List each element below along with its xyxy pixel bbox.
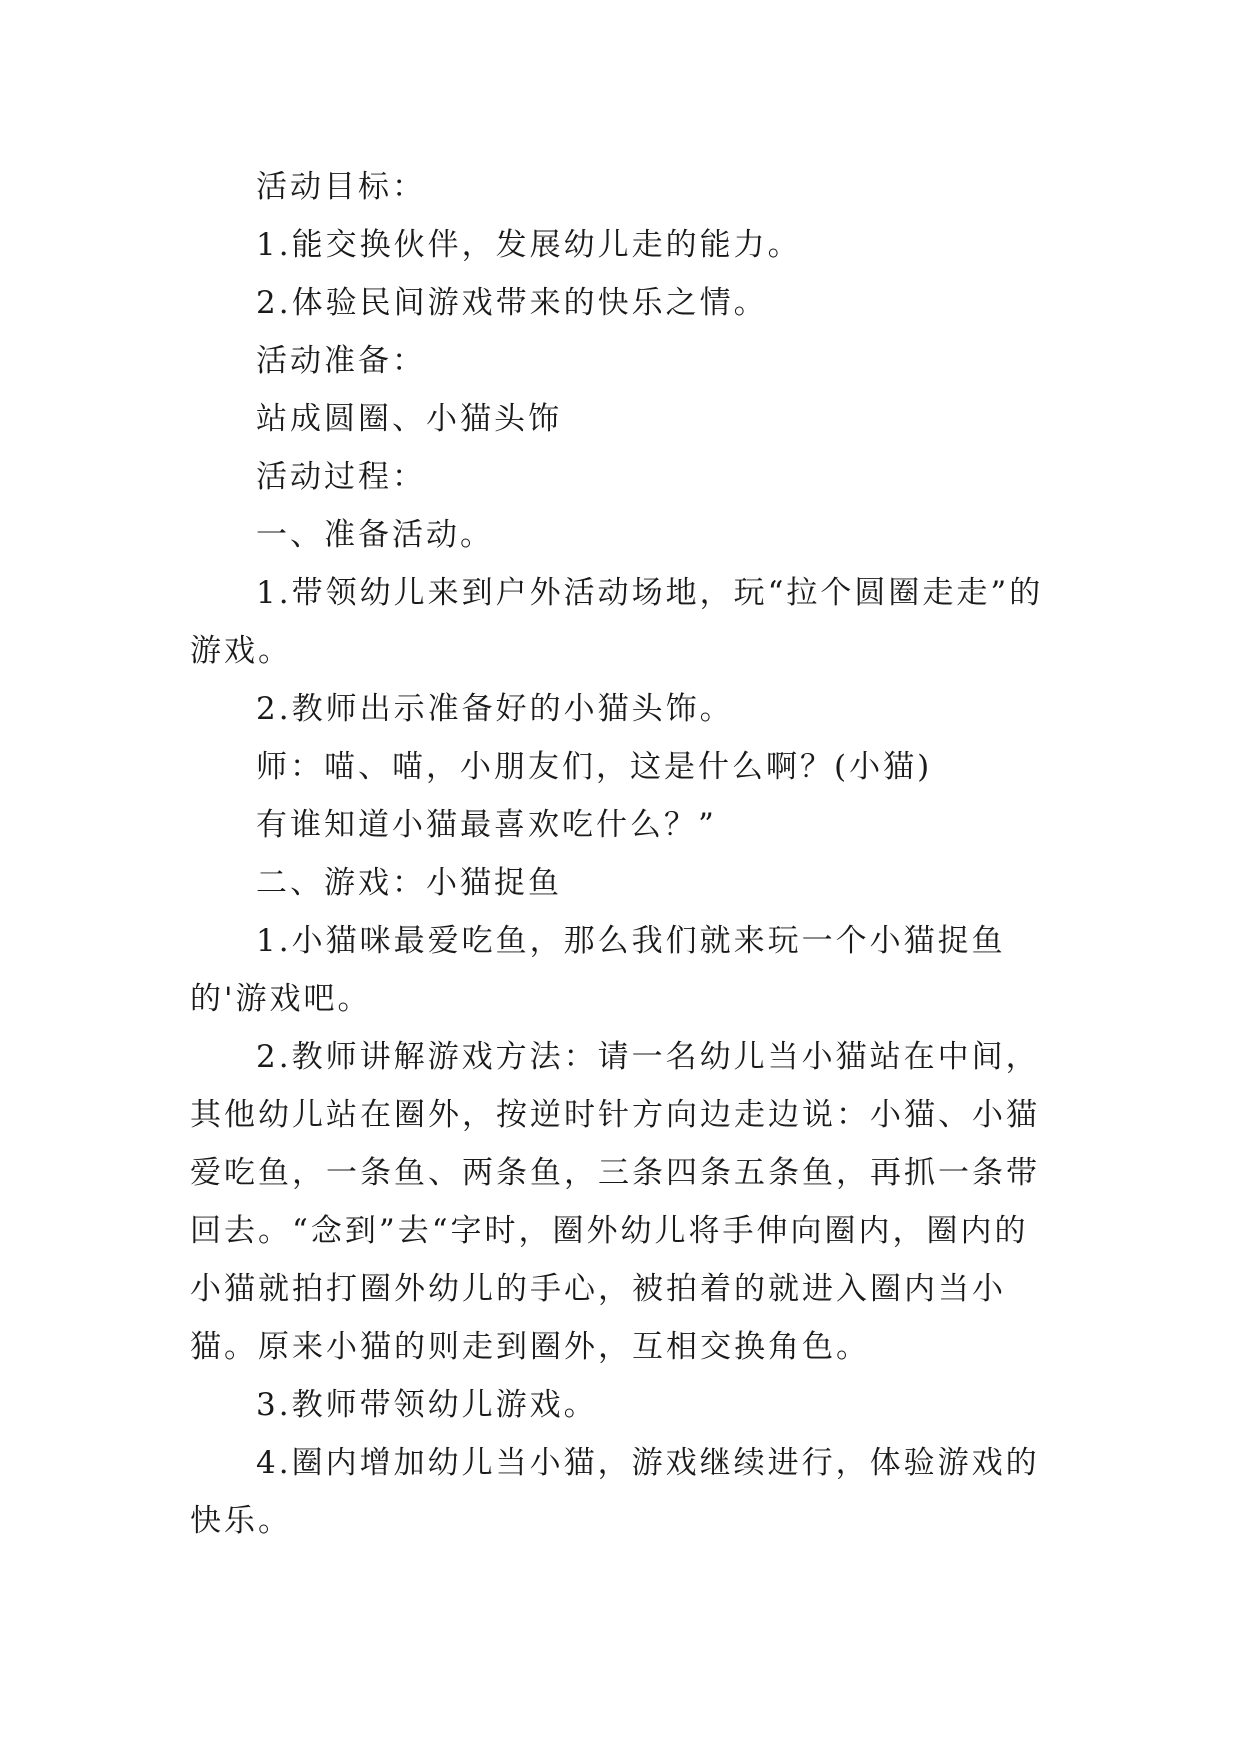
document-page [190, 158, 1054, 1550]
process-item: 1.带领幼儿来到户外活动场地，玩“拉个圆圈走走”的游戏。 [190, 575, 1044, 669]
dialogue-line: 有谁知道小猫最喜欢吃什么？” [256, 807, 717, 843]
section-heading-process: 活动过程： [256, 459, 426, 495]
section-heading-preparation: 活动准备： [256, 343, 426, 379]
process-step-heading-1: 一、准备活动。 [256, 517, 494, 553]
section-heading-goals: 活动目标： [256, 169, 426, 205]
process-item: 2.教师出示准备好的小猫头饰。 [256, 691, 734, 727]
process-item: 2.教师讲解游戏方法：请一名幼儿当小猫站在中间，其他幼儿站在圈外，按逆时针方向边走边说：小猫、小猫爱吃鱼，一条鱼、两条鱼，三条四条五条鱼，再抓一条带回去。“念到”去“字时，圈外幼儿将手伸向圈内，圈内的小猫就拍打圈外幼儿的手心，被拍着的就进入圈内当小猫。原来小猫的则走到圈外，互相交换角色。 [190, 1039, 1040, 1365]
goal-item-2: 2.体验民间游戏带来的快乐之情。 [256, 285, 768, 321]
preparation-text: 站成圆圈、小猫头饰 [256, 401, 562, 437]
dialogue-line: 师：喵、喵，小朋友们，这是什么啊？(小猫) [256, 749, 933, 785]
process-step-heading-2: 二、游戏：小猫捉鱼 [256, 865, 562, 901]
process-item: 3.教师带领幼儿游戏。 [256, 1387, 598, 1423]
process-item: 1.小猫咪最爱吃鱼，那么我们就来玩一个小猫捉鱼的'游戏吧。 [190, 923, 1006, 1017]
process-item: 4.圈内增加幼儿当小猫，游戏继续进行，体验游戏的快乐。 [190, 1445, 1040, 1539]
goal-item-1: 1.能交换伙伴，发展幼儿走的能力。 [256, 227, 802, 263]
